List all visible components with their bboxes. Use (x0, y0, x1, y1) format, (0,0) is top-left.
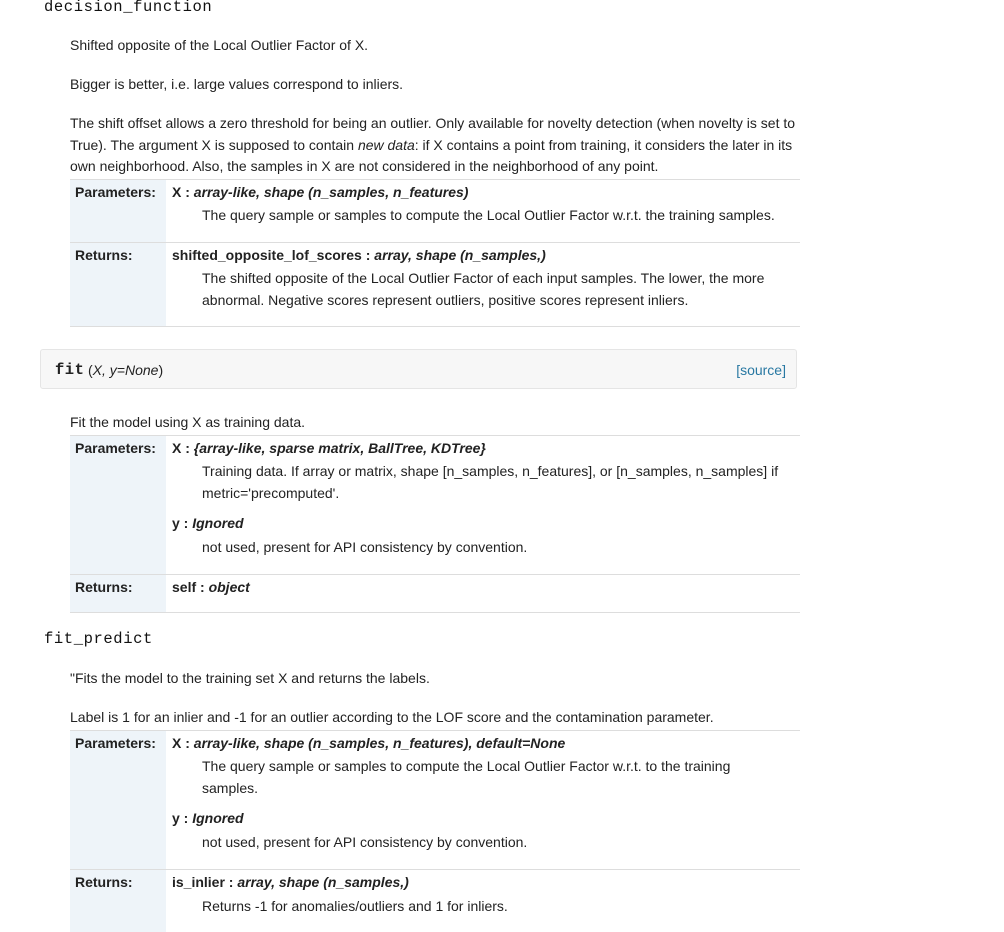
fit-param-x: X : {array-like, sparse matrix, BallTree, KDTree} (172, 440, 486, 456)
df-new-data-emphasis: new data (357, 136, 415, 153)
fit-field-table (70, 435, 800, 613)
fit-param-y: y : Ignored (172, 515, 244, 531)
df-description-1: Shifted opposite of the Local Outlier Factor of X. (70, 37, 369, 53)
df-returns-row (70, 243, 800, 327)
fp-parameters-label: Parameters: (70, 731, 166, 869)
df-field-table (70, 179, 800, 327)
fit-returns-row (70, 575, 800, 613)
df-parameters-label: Parameters: (70, 180, 166, 242)
fp-return-desc: Returns -1 for anomalies/outliers and 1 for inliers. (202, 898, 508, 914)
fp-param-x: X : array-like, shape (n_samples, n_features), default=None (172, 735, 566, 751)
fp-param-y-desc: not used, present for API consistency by convention. (202, 834, 528, 850)
fit-signature-params: (X, y=None) (88, 362, 164, 378)
df-description-2: Bigger is better, i.e. large values correspond to inliers. (70, 76, 404, 92)
fp-return-value: is_inlier : array, shape (n_samples,) (172, 874, 409, 890)
df-param-x-desc: The query sample or samples to compute the Local Outlier Factor w.r.t. the training samples. (202, 207, 775, 223)
fit-param-x-desc: Training data. If array or matrix, shape [n_samples, n_features], or [n_samples, n_samples] if metric='precomputed'. (202, 463, 779, 501)
df-description-3: The shift offset allows a zero threshold for being an outlier. Only available for novelty detection (when novelty is set to True). The argument X is supposed to contain new data: if X contains a point from training, it considers the later in its own neighborhood. Also, the samples in X are not considered in the neighborhood of any point. (70, 115, 796, 174)
method-title-fit-predict: fit_predict (44, 630, 153, 648)
fp-field-table (70, 730, 800, 931)
fit-return-value: self : object (172, 579, 250, 595)
fp-returns-label: Returns: (70, 870, 166, 932)
fit-signature-box (40, 349, 797, 389)
fp-description-2: Label is 1 for an inlier and -1 for an outlier according to the LOF score and the contamination parameter. (70, 709, 714, 725)
df-returns-label: Returns: (70, 243, 166, 326)
fit-returns-label: Returns: (70, 575, 166, 612)
fit-param-y-desc: not used, present for API consistency by convention. (202, 539, 528, 555)
fp-description-1: "Fits the model to the training set X and returns the labels. (70, 670, 430, 686)
fp-parameters-row (70, 731, 800, 870)
fit-method-name: fit (55, 361, 85, 379)
fit-parameters-label: Parameters: (70, 436, 166, 574)
fit-parameters-row (70, 436, 800, 575)
df-parameters-row (70, 180, 800, 243)
df-return-value: shifted_opposite_lof_scores : array, shape (n_samples,) (172, 247, 546, 263)
fit-description: Fit the model using X as training data. (70, 414, 306, 430)
fp-param-x-desc: The query sample or samples to compute the Local Outlier Factor w.r.t. to the training samples. (202, 758, 731, 796)
fit-source-link[interactable]: [source] (736, 362, 786, 378)
method-title-decision-function: decision_function (44, 0, 213, 16)
fp-param-y: y : Ignored (172, 810, 244, 826)
df-return-desc: The shifted opposite of the Local Outlier Factor of each input samples. The lower, the more abnormal. Negative scores represent outliers, positive scores represent inliers. (202, 270, 765, 308)
fp-returns-row (70, 870, 800, 932)
df-param-x: X : array-like, shape (n_samples, n_features) (172, 184, 469, 200)
